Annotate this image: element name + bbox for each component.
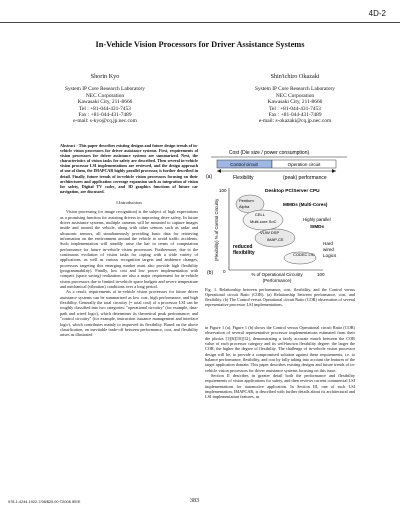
fig-simds-label: SIMDs bbox=[310, 224, 325, 229]
author-fax: Fax : +81-044-431-7489 bbox=[268, 112, 322, 119]
fig-control-label: Control circuit bbox=[230, 162, 258, 167]
fig-logics-label: Logics bbox=[323, 253, 337, 258]
page-header bbox=[0, 0, 400, 23]
fig-wired-label: wired bbox=[323, 247, 334, 252]
author-city: Kawasaki City, 211-8666 bbox=[77, 99, 133, 106]
fig-x-axis-label-2: (Performance) bbox=[262, 278, 292, 283]
fig-label-b: (b) bbox=[207, 270, 214, 276]
author-email: e-mail: s-kyo@cq.jp.nec.com bbox=[73, 118, 137, 125]
fig-mimds-label: MIMDs (Multi-Cores) bbox=[283, 202, 328, 207]
fig-flexibility-label: flexibility bbox=[233, 250, 255, 256]
author-tel: Tel : +81-044-431-7453 bbox=[79, 105, 131, 112]
figure-graphic bbox=[205, 148, 355, 283]
paragraph: Section II describes in greater detail both the performance and flexibility requirements of vision applications for safety, and then reviews current commercial LSI implementations for automotive application. In Section III, one of such LSI implementation, IMAPCAR, is described with further details about its architectural and LSI implementation features, as bbox=[205, 373, 355, 400]
author-name: Shorin Kyo bbox=[90, 73, 120, 80]
fig-peak-label: (peak) performance bbox=[283, 175, 327, 181]
fig-desktop-label: Desktop PC/Server CPU bbox=[265, 189, 320, 194]
paragraph: in Figure 1 (a). Figure 1 (b) shows the Control versus Operational circuit Ratio (COR) observation of several representative processor implementations estimated from their die photos [1][6][10][12], demonstrating a fairly accurate match between the COR value of each processor category and its well-known flexibility degree: the larger the COR, the higher the degree of flexibility. The challenge of in-vehicle vision processor design will be, to provide a compromised solution against these requirements, i.e. to balance performance, flexibility, and cost by fully taking into account the features of the target application domain. This paper describes existing designs and future trends of in-vehicle vision processors for driver assistance systems focusing on this issue. bbox=[205, 325, 355, 373]
author-city: Kawasaki City, 211-8666 bbox=[267, 99, 323, 106]
paragraph: Vision processing (or image recognition) is the subject of high expectations as a promising function for assisting drivers in improving drive safety. In future driver assistance systems, multiple cameras will be mounted to capture images inside and around the vehicle, along with other sensors such as radar and ultrasonic sensors, all simultaneously providing basic data for retrieving information on the environment around the vehicle to avoid traffic accidents. Such implementation will steadily raise the bar in terms of computation performance for future in-vehicle vision processors. Furthermore, due to the continuous evolution of vision tasks for coping with a wide variety of applications, as well as various recognition targets and ambience changes, processors targeting this emerging market must also provide high flexibility (programmability). Finally, low cost and low power implementation with compact (space saving) realization are also a major requirement for in-vehicle vision processors due to limited in-vehicle space budgets and severe temperature and mechanical (vibration) conditions over a long period. bbox=[60, 209, 198, 290]
fig-imapce-label: IMAP-CE bbox=[267, 237, 284, 242]
fig-alpha-label: Alpha bbox=[239, 204, 250, 209]
page-number: 383 bbox=[190, 498, 199, 504]
fig-label-a: (a) bbox=[206, 174, 213, 180]
left-column bbox=[60, 143, 198, 338]
fig-y-bottom: 0 bbox=[223, 269, 226, 274]
fig-highly-parallel-label: Highly parallel bbox=[303, 217, 331, 222]
fig-vliw-label: VLIW DSP bbox=[260, 230, 280, 235]
fig-hard-label: Hard bbox=[323, 241, 333, 246]
session-code: 4D-2 bbox=[368, 9, 386, 18]
footer-copyright: 978-1-4244-1922-7/08/$25.00 ©2008 IEEE bbox=[8, 500, 81, 504]
author-fax: Fax : +81-044-431-7489 bbox=[78, 112, 132, 119]
paragraph: As a result, requirements of in-vehicle vision processors for future driver assistance systems can be summarized as low cost, high performance, and high flexibility. Generally the total circuitry (= total cost) of a processor LSI can be roughly classified into two categories: "operational circuitry" (for example, data-path and wired logic), which determines its theoretical peak performance; and "control circuitry" (for example, instruction issuance management and interface logic), which contributes mainly to improved its flexibility. Based on the above classification, an inevitable trade-off between performance, cost, and flexibility arises as illustrated bbox=[60, 289, 198, 338]
author-affiliation: System IP Core Research Laboratory bbox=[64, 86, 146, 93]
fig-arrow-left bbox=[217, 169, 221, 173]
fig-reduced-label: reduced bbox=[233, 244, 253, 250]
fig-codec-label: CODEC LSI bbox=[293, 252, 315, 257]
author-tel: Tel : +81-044-431-7453 bbox=[269, 105, 321, 112]
fig-flex-label: Flexibility bbox=[233, 175, 254, 181]
author-name: Shin'ichiro Okazaki bbox=[270, 73, 320, 80]
fig-y-axis-label: (Flexibility) % of Control Circuitry bbox=[214, 198, 219, 261]
right-column bbox=[205, 325, 355, 400]
author-org: NEC Corporation bbox=[85, 92, 125, 99]
abstract bbox=[60, 143, 198, 194]
fig-operation-label: Operation circuit bbox=[287, 162, 321, 167]
author-block-1 bbox=[40, 74, 170, 125]
abstract-text: Abstract - This paper describes existing designs and future design trends of in-vehicle vision processors for driver assistance systems. First, requirements of vision processors for driver assistance systems are summarized. Next, the characteristics of vision tasks for safety are described. Then several in-vehicle vision processor LSI implementations are reviewed, and the design approach of one of them, the IMAPCAR highly parallel processor, is further described in detail. Finally, future trends of in-vehicle vision processors focusing on their architectures and application coverage expansion such as integration of vision for safety, Digital TV codec, and 3D graphics functions of future car navigation, are discussed. bbox=[60, 143, 198, 194]
figure-caption: Fig. 1. Relationship between performance, cost, flexibility, and the Control versus Operational circuit Ratio (COR). (a) Relationship between performance, cost, and flexibility. (b) The Control versus Operational circuit Ratio (COR) observation of several representative processor LSI implementations. bbox=[205, 287, 355, 308]
fig-multicore-label: Multi-core SoC bbox=[250, 219, 277, 224]
fig-x-right: 100 bbox=[317, 272, 325, 277]
fig-y-top: 100 bbox=[219, 188, 227, 193]
author-block-2 bbox=[230, 74, 360, 125]
fig-cell-label: CELL bbox=[255, 212, 266, 217]
section-heading: I.Introduction bbox=[116, 199, 142, 205]
fig-arrow-right bbox=[332, 169, 336, 173]
author-org: NEC Corporation bbox=[275, 92, 315, 99]
fig-x-axis-label: % of Operational Circuitry bbox=[251, 272, 303, 277]
author-affiliation: System IP Core Research Laboratory bbox=[254, 86, 336, 93]
author-email: e-mail: s-okazaki@cq.jp.nec.com bbox=[258, 118, 332, 125]
fig-pentium-label: Pentium bbox=[239, 198, 254, 203]
figure-1 bbox=[205, 148, 355, 283]
paper-title: In-Vehicle Vision Processors for Driver Assistance Systems bbox=[95, 40, 305, 49]
fig-cost-label: Cost (Die size / power consumption) bbox=[228, 150, 310, 156]
